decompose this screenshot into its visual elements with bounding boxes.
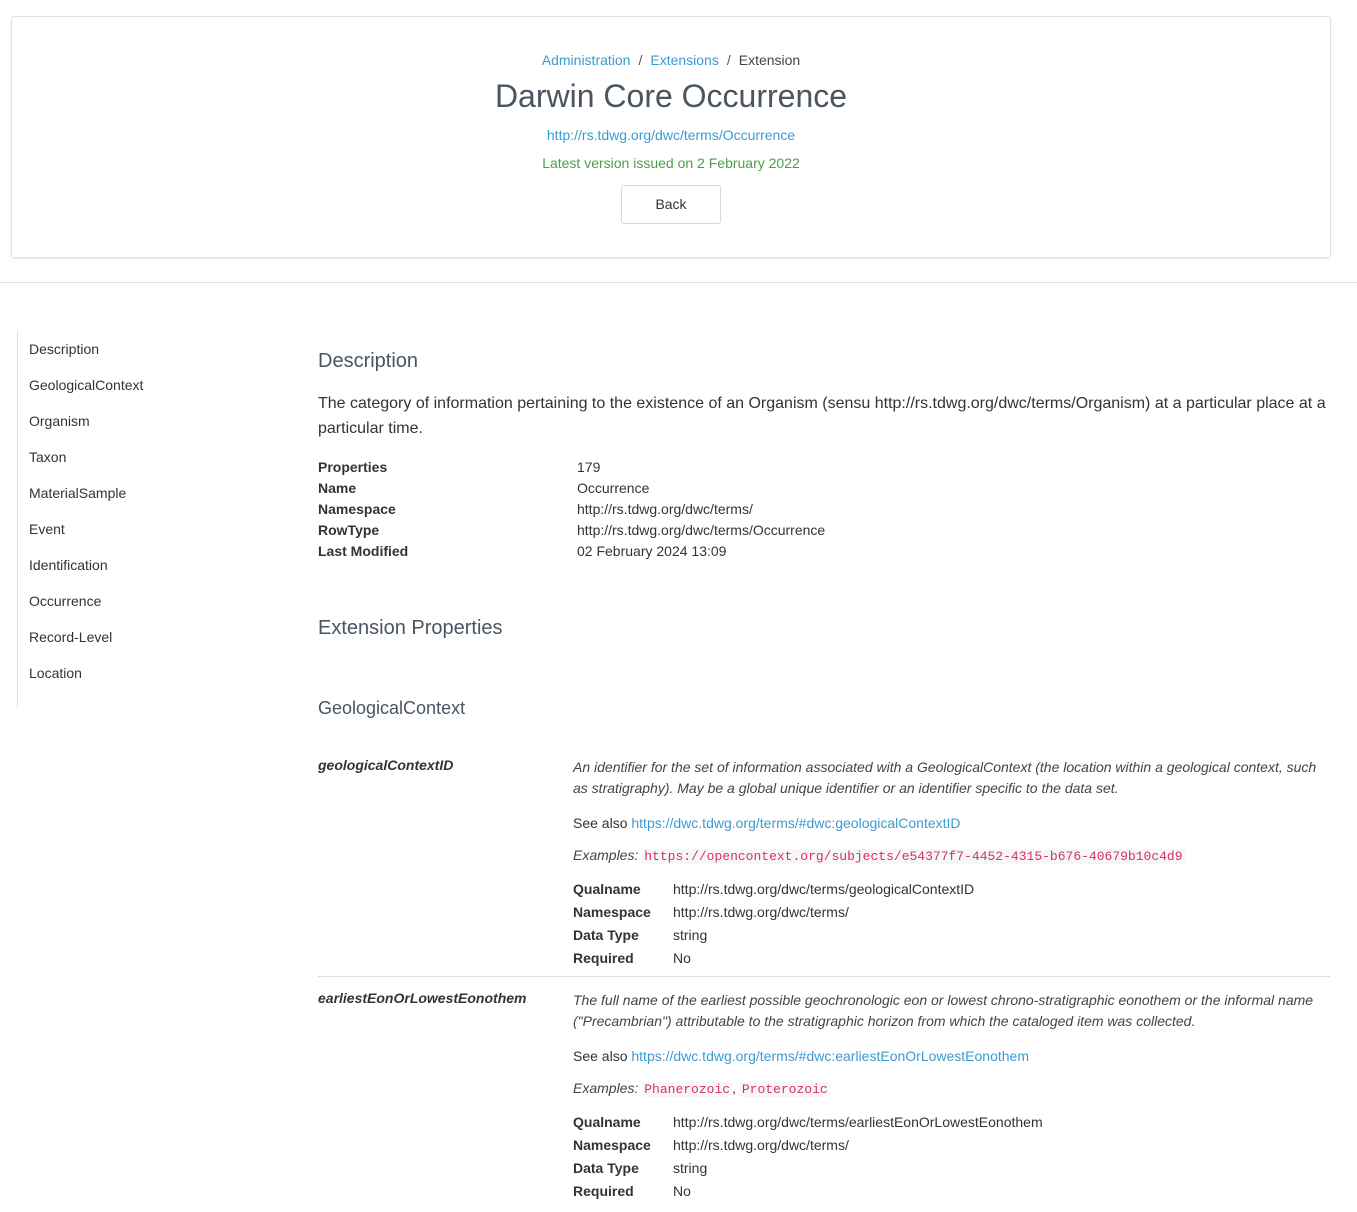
namespace-value: http://rs.tdwg.org/dwc/terms/ bbox=[673, 1137, 849, 1153]
breadcrumb-administration[interactable]: Administration bbox=[541, 52, 631, 68]
group-heading: GeologicalContext bbox=[318, 698, 466, 718]
see-also-link[interactable]: https://dwc.tdwg.org/terms/#dwc:earliestEonOrLowestEonothem bbox=[631, 1048, 1030, 1064]
property-description: An identifier for the set of information associated with a GeologicalContext (the location within a geological context, such as stratigraphy). May be a global unique identifier or an identifier specific to the data set. bbox=[573, 759, 1317, 796]
property-details bbox=[573, 1113, 1330, 1201]
divider bbox=[0, 282, 1357, 283]
extension-header bbox=[11, 16, 1331, 258]
sidebar-nav bbox=[17, 331, 237, 707]
sidebar-item-organism[interactable]: Organism bbox=[29, 413, 90, 429]
namespace-label: Namespace bbox=[573, 904, 651, 920]
sidebar-item-materialsample[interactable]: MaterialSample bbox=[29, 485, 127, 501]
description-heading: Description bbox=[318, 350, 419, 372]
required-value: No bbox=[673, 1183, 691, 1199]
namespace-value: http://rs.tdwg.org/dwc/terms/ bbox=[673, 904, 849, 920]
meta-label: Properties bbox=[318, 459, 388, 475]
examples-separator: , bbox=[732, 1080, 740, 1096]
see-also-label: See also bbox=[573, 815, 632, 831]
description-text: The category of information pertaining to the existence of an Organism (sensu http://rs.tdwg.org/dwc/terms/Organism) at a particular place at a particular time. bbox=[318, 395, 1326, 437]
sidebar-item-description[interactable]: Description bbox=[29, 341, 100, 357]
main-content bbox=[318, 350, 1330, 1201]
data-type-value: string bbox=[673, 1160, 708, 1176]
extension-url-link[interactable]: http://rs.tdwg.org/dwc/terms/Occurrence bbox=[546, 127, 796, 143]
qualname-label: Qualname bbox=[573, 881, 641, 897]
breadcrumb-separator: / bbox=[638, 52, 643, 68]
meta-value: 179 bbox=[577, 459, 601, 475]
sidebar-item-location[interactable]: Location bbox=[29, 665, 82, 681]
examples-label: Examples: bbox=[573, 847, 639, 863]
meta-value: Occurrence bbox=[577, 480, 650, 496]
breadcrumb-extensions[interactable]: Extensions bbox=[650, 52, 719, 68]
required-label: Required bbox=[573, 950, 634, 966]
required-label: Required bbox=[573, 1183, 634, 1199]
breadcrumb-separator: / bbox=[726, 52, 731, 68]
sidebar-item-taxon[interactable]: Taxon bbox=[29, 449, 67, 465]
sidebar-item-identification[interactable]: Identification bbox=[29, 557, 108, 573]
data-type-value: string bbox=[673, 927, 708, 943]
data-type-label: Data Type bbox=[573, 1160, 639, 1176]
extension-properties-heading: Extension Properties bbox=[318, 617, 503, 639]
see-also-label: See also bbox=[573, 1048, 632, 1064]
back-button[interactable]: Back bbox=[621, 185, 721, 224]
see-also-link[interactable]: https://dwc.tdwg.org/terms/#dwc:geologicalContextID bbox=[631, 815, 961, 831]
sidebar-item-occurrence[interactable]: Occurrence bbox=[29, 593, 102, 609]
meta-label: Name bbox=[318, 480, 357, 496]
metadata-table bbox=[318, 458, 1330, 561]
breadcrumb bbox=[12, 52, 1330, 68]
property-row bbox=[318, 976, 1330, 1201]
meta-value: 02 February 2024 13:09 bbox=[577, 543, 727, 559]
examples-label: Examples: bbox=[573, 1080, 639, 1096]
property-details bbox=[573, 880, 1330, 968]
sidebar-item-record-level[interactable]: Record-Level bbox=[29, 629, 113, 645]
data-type-label: Data Type bbox=[573, 927, 639, 943]
property-row bbox=[318, 741, 1330, 968]
qualname-label: Qualname bbox=[573, 1114, 641, 1130]
breadcrumb-current: Extension bbox=[738, 52, 801, 68]
namespace-label: Namespace bbox=[573, 1137, 651, 1153]
sidebar-item-geologicalcontext[interactable]: GeologicalContext bbox=[29, 377, 144, 393]
sidebar-item-event[interactable]: Event bbox=[29, 521, 65, 537]
meta-label: Namespace bbox=[318, 501, 396, 517]
meta-label: Last Modified bbox=[318, 543, 409, 559]
meta-value: http://rs.tdwg.org/dwc/terms/Occurrence bbox=[577, 522, 826, 538]
example-value: Phanerozoic bbox=[644, 1082, 731, 1097]
example-value: Proterozoic bbox=[741, 1082, 828, 1097]
property-description: The full name of the earliest possible geochronologic eon or lowest chrono-stratigraphic eonothem or the informal name ("Precambrian") attributable to the stratigraphic horizon from which the cataloged item was collected. bbox=[573, 992, 1314, 1029]
property-name: geologicalContextID bbox=[318, 757, 454, 773]
page-title: Darwin Core Occurrence bbox=[494, 78, 848, 114]
version-info: Latest version issued on 2 February 2022 bbox=[542, 155, 800, 171]
meta-value: http://rs.tdwg.org/dwc/terms/ bbox=[577, 501, 753, 517]
example-value: https://opencontext.org/subjects/e54377f7-4452-4315-b676-40679b10c4d9 bbox=[644, 849, 1183, 864]
meta-label: RowType bbox=[318, 522, 380, 538]
qualname-value: http://rs.tdwg.org/dwc/terms/geologicalContextID bbox=[673, 881, 975, 897]
qualname-value: http://rs.tdwg.org/dwc/terms/earliestEonOrLowestEonothem bbox=[673, 1114, 1043, 1130]
required-value: No bbox=[673, 950, 691, 966]
property-name: earliestEonOrLowestEonothem bbox=[318, 990, 527, 1006]
